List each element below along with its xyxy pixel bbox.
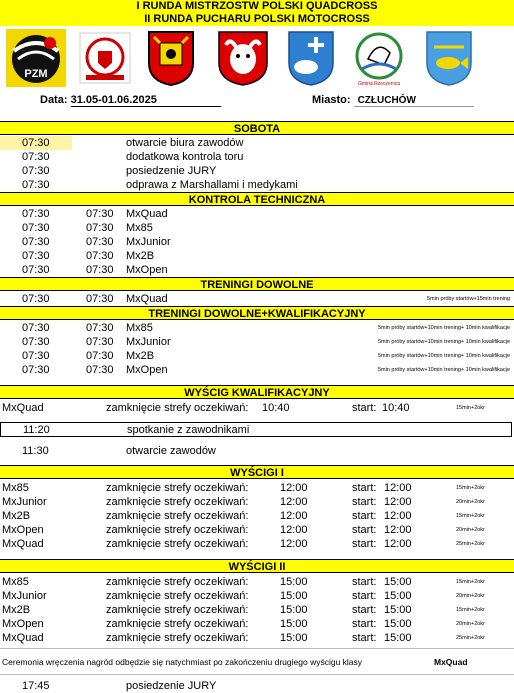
row-zone-time: 15:00 bbox=[280, 618, 308, 630]
date-line bbox=[40, 94, 221, 107]
sobota-row bbox=[0, 150, 514, 164]
row-note: 5min próby startów+10min trening+ 10min kwalifikacje bbox=[377, 325, 510, 331]
row-zone-time: 15:00 bbox=[280, 590, 308, 602]
row-start-time: 12:00 bbox=[384, 538, 412, 550]
row-time: 07:30 bbox=[0, 136, 72, 150]
blue-coat-icon bbox=[286, 29, 336, 87]
row-class: MxJunior bbox=[2, 590, 47, 602]
section-wyscig-kw-header: WYŚCIG KWALIFIKACYJNY bbox=[0, 385, 514, 399]
row-time: 17:45 bbox=[22, 680, 50, 692]
row-time: 07:30 bbox=[86, 264, 114, 276]
section-wyscigi1-header: WYŚCIGI I bbox=[0, 465, 514, 479]
event-header bbox=[0, 0, 514, 26]
wyscig-kw-row bbox=[0, 401, 514, 415]
row-zone-label: zamknięcie strefy oczekiwań: bbox=[106, 496, 249, 508]
row-class: Mx85 bbox=[126, 222, 153, 234]
sobota-row bbox=[0, 164, 514, 178]
row-class: MxQuad bbox=[126, 293, 168, 305]
final-row bbox=[0, 679, 514, 693]
row-zone-label: zamknięcie strefy oczekiwań: bbox=[106, 604, 249, 616]
row-zone-time: 12:00 bbox=[280, 496, 308, 508]
row-zone-label: zamknięcie strefy oczekiwań: bbox=[106, 538, 249, 550]
row-note: 15min+2okr bbox=[456, 579, 485, 585]
row-class: MxQuad bbox=[2, 402, 44, 414]
row-start-time: 15:00 bbox=[384, 590, 412, 602]
row-time: 07:30 bbox=[22, 250, 50, 262]
divider bbox=[0, 648, 514, 649]
row-time: 07:30 bbox=[86, 293, 114, 305]
row-zone-label: zamknięcie strefy oczekiwań: bbox=[106, 576, 249, 588]
row-time: 07:30 bbox=[22, 208, 50, 220]
header-title-line1: I RUNDA MISTRZOSTW POLSKI QUADCROSS bbox=[136, 0, 378, 12]
row-note: 5min próby startów+10min trening+ 10min kwalifikacje bbox=[377, 339, 510, 345]
row-time: 07:30 bbox=[86, 208, 114, 220]
section-wyscigi2-header: WYŚCIGI II bbox=[0, 559, 514, 573]
row-note: 20min+2okr bbox=[456, 499, 485, 505]
row-start-time: 12:00 bbox=[384, 482, 412, 494]
row-time: 07:30 bbox=[86, 364, 114, 376]
row-note: 25min+2okr bbox=[456, 541, 485, 547]
row-start-label: start: bbox=[352, 496, 377, 508]
bull-coat-icon bbox=[216, 29, 270, 87]
ceremony-class: MxQuad bbox=[434, 657, 468, 667]
wyscigi2-row bbox=[0, 617, 514, 631]
row-note: 5min próby startów+10min trening+ 10min kwalifikacje bbox=[377, 353, 510, 359]
kwalif-row bbox=[0, 321, 514, 335]
row-text: spotkanie z zawodnikami bbox=[127, 424, 250, 436]
row-time: 07:30 bbox=[22, 364, 50, 376]
row-class: MxQuad bbox=[126, 208, 168, 220]
row-start-time: 15:00 bbox=[384, 604, 412, 616]
row-start-time: 15:00 bbox=[384, 576, 412, 588]
row-start-time: 10:40 bbox=[382, 402, 410, 414]
row-time: 11:30 bbox=[22, 445, 49, 457]
row-class: MxQuad bbox=[2, 538, 44, 550]
row-text: otwarcie zawodów bbox=[126, 445, 216, 457]
row-zone-time: 12:00 bbox=[280, 510, 308, 522]
row-zone-label: zamknięcie strefy oczekiwań: bbox=[106, 402, 249, 414]
section-sobota-header: SOBOTA bbox=[0, 121, 514, 135]
sobota-row bbox=[0, 178, 514, 192]
row-class: MxQuad bbox=[2, 632, 44, 644]
row-note: 20min+2okr bbox=[456, 527, 485, 533]
row-class: Mx85 bbox=[2, 482, 29, 494]
wyscigi2-row bbox=[0, 589, 514, 603]
row-time: 07:30 bbox=[86, 322, 114, 334]
row-class: Mx2B bbox=[126, 250, 155, 262]
ceremony-row bbox=[0, 655, 514, 669]
row-start-label: start: bbox=[352, 590, 377, 602]
row-class: MxOpen bbox=[126, 364, 168, 376]
treningi-row bbox=[0, 292, 514, 306]
row-class: MxOpen bbox=[126, 264, 168, 276]
row-class: MxOpen bbox=[2, 618, 44, 630]
row-zone-label: zamknięcie strefy oczekiwań: bbox=[106, 524, 249, 536]
date-label: Data: bbox=[40, 94, 68, 106]
row-start-label: start: bbox=[352, 538, 377, 550]
row-text: posiedzenie JURY bbox=[126, 680, 217, 692]
row-start-label: start: bbox=[352, 604, 377, 616]
place-label: Miasto: bbox=[312, 94, 351, 106]
row-time: 07:30 bbox=[86, 336, 114, 348]
kwalif-row bbox=[0, 363, 514, 377]
club-logo-icon bbox=[76, 29, 134, 87]
wyscigi1-row bbox=[0, 495, 514, 509]
row-zone-label: zamknięcie strefy oczekiwań: bbox=[106, 590, 249, 602]
row-time: 07:30 bbox=[22, 151, 50, 163]
ceremony-text: Ceremonia wręczenia nagród odbędzie się natychmiast po zakończeniu drugiego wyścigu klasy bbox=[2, 657, 363, 667]
row-class: Mx2B bbox=[126, 350, 155, 362]
row-zone-label: zamknięcie strefy oczekiwań: bbox=[106, 510, 249, 522]
row-note: 5min próby startów+10min trening+ 10min kwalifikacje bbox=[377, 367, 510, 373]
row-note: 15min+2okr bbox=[456, 607, 485, 613]
date-value: 31.05-01.06.2025 bbox=[70, 94, 157, 106]
row-text: posiedzenie JURY bbox=[126, 165, 217, 177]
row-time: 11:20 bbox=[23, 424, 50, 436]
row-zone-label: zamknięcie strefy oczekiwań: bbox=[106, 632, 249, 644]
header-title-line2: II RUNDA PUCHARU POLSKI MOTOCROSS bbox=[144, 13, 370, 25]
wyscigi1-row bbox=[0, 523, 514, 537]
row-start-label: start: bbox=[352, 510, 377, 522]
row-note: 25min+2okr bbox=[456, 635, 485, 641]
wyscigi1-row bbox=[0, 481, 514, 495]
wyscigi2-row bbox=[0, 631, 514, 645]
place-value: CZŁUCHÓW bbox=[354, 95, 474, 107]
row-start-time: 12:00 bbox=[384, 510, 412, 522]
sobota-row bbox=[0, 136, 514, 150]
row-time: 07:30 bbox=[22, 350, 50, 362]
row-class: Mx85 bbox=[126, 322, 153, 334]
divider bbox=[0, 674, 514, 675]
fish-coat-icon bbox=[424, 29, 474, 87]
wyscigi1-row bbox=[0, 537, 514, 551]
row-time: 07:30 bbox=[86, 222, 114, 234]
row-class: Mx85 bbox=[2, 576, 29, 588]
svg-text:PZM: PZM bbox=[24, 68, 48, 80]
row-time: 07:30 bbox=[22, 336, 50, 348]
row-time: 07:30 bbox=[22, 236, 50, 248]
row-start-time: 12:00 bbox=[384, 524, 412, 536]
row-start-label: start: bbox=[352, 482, 377, 494]
row-time: 07:30 bbox=[86, 250, 114, 262]
wyscigi1-row bbox=[0, 509, 514, 523]
wyscigi2-row bbox=[0, 575, 514, 589]
logos-strip bbox=[0, 27, 514, 91]
row-class: MxJunior bbox=[2, 496, 47, 508]
row-time: 07:30 bbox=[86, 350, 114, 362]
kontrola-row bbox=[0, 249, 514, 263]
row-zone-time: 12:00 bbox=[280, 538, 308, 550]
row-note: 20min+2okr bbox=[456, 621, 485, 627]
kontrola-row bbox=[0, 263, 514, 277]
row-text: otwarcie biura zawodów bbox=[126, 137, 244, 149]
section-kontrola-header: KONTROLA TECHNICZNA bbox=[0, 192, 514, 206]
gmina-rzeczenica-logo-icon bbox=[350, 29, 408, 87]
row-class: MxJunior bbox=[126, 236, 171, 248]
section-kwalif-header: TRENINGI DOWOLNE+KWALIFIKACYJNY bbox=[0, 306, 514, 320]
row-time: 07:30 bbox=[22, 165, 50, 177]
row-time: 07:30 bbox=[86, 236, 114, 248]
kontrola-row bbox=[0, 235, 514, 249]
row-text: odprawa z Marshallami i medykami bbox=[126, 179, 298, 191]
row-time: 07:30 bbox=[22, 322, 50, 334]
row-time: 07:30 bbox=[22, 264, 50, 276]
row-zone-time: 10:40 bbox=[262, 402, 290, 414]
section-treningi-header: TRENINGI DOWOLNE bbox=[0, 277, 514, 291]
row-class: Mx2B bbox=[2, 604, 31, 616]
row-zone-time: 15:00 bbox=[280, 632, 308, 644]
row-note: 15min+2okr bbox=[456, 513, 485, 519]
opening-row bbox=[0, 444, 514, 458]
row-note: 15min+2okr bbox=[456, 485, 485, 491]
row-note: 15min+2okr bbox=[456, 405, 485, 411]
kwalif-row bbox=[0, 335, 514, 349]
svg-text:Gmina Rzeczenica: Gmina Rzeczenica bbox=[358, 81, 400, 87]
row-start-label: start: bbox=[352, 524, 377, 536]
row-class: Mx2B bbox=[2, 510, 31, 522]
row-start-label: start: bbox=[352, 402, 377, 414]
row-class: MxOpen bbox=[2, 524, 44, 536]
row-note: 5min próby startów+15min trening bbox=[427, 296, 510, 302]
row-zone-label: zamknięcie strefy oczekiwań: bbox=[106, 618, 249, 630]
row-start-label: start: bbox=[352, 632, 377, 644]
row-zone-time: 12:00 bbox=[280, 482, 308, 494]
kwalif-row bbox=[0, 349, 514, 363]
row-text: dodatkowa kontrola toru bbox=[126, 151, 244, 163]
kontrola-row bbox=[0, 221, 514, 235]
meeting-row bbox=[0, 422, 512, 437]
kontrola-row bbox=[0, 207, 514, 221]
row-zone-time: 12:00 bbox=[280, 524, 308, 536]
wyscigi2-row bbox=[0, 603, 514, 617]
row-zone-time: 15:00 bbox=[280, 576, 308, 588]
row-start-label: start: bbox=[352, 618, 377, 630]
row-zone-label: zamknięcie strefy oczekiwań: bbox=[106, 482, 249, 494]
row-time: 07:30 bbox=[22, 293, 50, 305]
row-time: 07:30 bbox=[22, 222, 50, 234]
row-start-time: 12:00 bbox=[384, 496, 412, 508]
pzm-logo-icon bbox=[6, 29, 66, 87]
czluchow-coat-icon bbox=[146, 29, 196, 87]
place-line bbox=[312, 94, 474, 107]
row-class: MxJunior bbox=[126, 336, 171, 348]
row-start-time: 15:00 bbox=[384, 632, 412, 644]
row-start-time: 15:00 bbox=[384, 618, 412, 630]
row-start-label: start: bbox=[352, 576, 377, 588]
row-time: 07:30 bbox=[22, 179, 50, 191]
row-zone-time: 15:00 bbox=[280, 604, 308, 616]
row-note: 20min+2okr bbox=[456, 593, 485, 599]
